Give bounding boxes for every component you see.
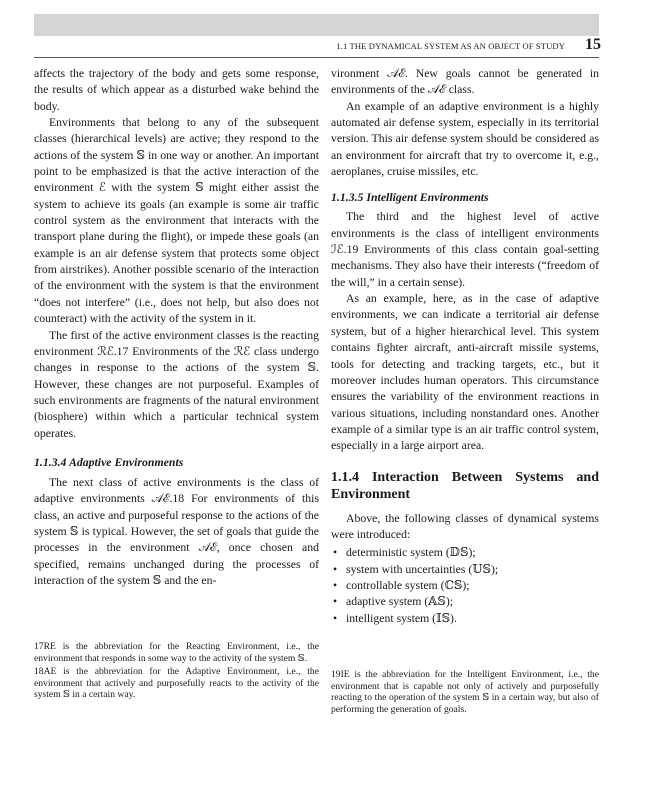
footnote-19: 19IE is the abbreviation for the Intelligent Environment, i.e., the environment that is capable not only of actively and purposefully reacting to the operation of the system 𝕊 in a certain way, but also of performing the generation of goals. bbox=[331, 669, 599, 715]
paragraph: The third and the highest level of active environments is the class of intelligent environments ℐℰ.19 Environments of this class contain goal-setting mechanisms. They also have their interests (“freedom of the will,” in a certain sense). bbox=[331, 210, 599, 289]
footnote-17: 17RE is the abbreviation for the Reacting Environment, i.e., the environment that responds in some way to the activity of the system 𝕊. bbox=[34, 641, 319, 664]
footnote-18: 18AE is the abbreviation for the Adaptive Environment, i.e., the environment that actively and purposefully reacts to the activity of the system 𝕊 in a certain way. bbox=[34, 666, 319, 700]
paragraph: Above, the following classes of dynamical systems were introduced: bbox=[331, 511, 599, 541]
list-item: • adaptive system (𝔸𝕊); bbox=[331, 594, 599, 610]
list-item: • intelligent system (𝕀𝕊). bbox=[331, 611, 599, 627]
footnotes-right bbox=[331, 669, 599, 717]
footnotes-left bbox=[34, 641, 319, 703]
list-item: • deterministic system (𝔻𝕊); bbox=[331, 545, 599, 561]
header-rule bbox=[34, 57, 599, 58]
left-column bbox=[34, 66, 319, 589]
paragraph: The first of the active environment classes is the reacting environment ℛℰ.17 Environments of the ℛℰ class undergo changes in response to the actions of the system 𝕊. However, these changes are not purposeful. Examples of such environments are fragments of the natural environment (biosphere) within which a particular technical system operates. bbox=[34, 328, 319, 440]
page-number: 15 bbox=[585, 36, 601, 53]
section-title-intelligent: 1.1.3.5 Intelligent Environments bbox=[331, 190, 489, 205]
system-class-list bbox=[331, 545, 599, 627]
paragraph: Environments that belong to any of the subsequent classes (hierarchical levels) are active; they respond to the actions of the system 𝕊 in one way or another. An important point to be emphasized is that the active interaction of the environment ℰ with the system 𝕊 might either assist the system to achieve its goals (an example is some air traffic control system as the environment that interacts with the transport plane during the flight), or impede these goals (an example is an air defense system that protects some object from airstrikes). Another possible scenario of the interaction of the environment with the system is that the environment “does not interfere” (i.e., does not help, but also does not counteract) with the activity of the system in it. bbox=[34, 116, 319, 326]
header-bar bbox=[34, 14, 599, 36]
list-item: • controllable system (ℂ𝕊); bbox=[331, 578, 599, 594]
list-item: • system with uncertainties (𝕌𝕊); bbox=[331, 562, 599, 578]
subsection-title: 1.1.4 Interaction Between Systems and Environment bbox=[331, 469, 599, 502]
paragraph: The next class of active environments is the class of adaptive environments 𝒜ℰ.18 For environments of this class, an active and purposeful response to the actions of the system 𝕊 is typical. However, the set of goals that guide the processes in the environment 𝒜ℰ, once chosen and specified, remains unchanged during the processes of interaction of the system 𝕊 and the en- bbox=[34, 475, 319, 587]
section-title-adaptive: 1.1.3.4 Adaptive Environments bbox=[34, 454, 184, 469]
running-title: 1.1 THE DYNAMICAL SYSTEM AS AN OBJECT OF STUDY bbox=[336, 41, 565, 51]
paragraph: vironment 𝒜ℰ. New goals cannot be generated in environments of the 𝒜ℰ class. bbox=[331, 67, 599, 97]
paragraph: affects the trajectory of the body and gets some response, the results of which appear as a disturbed wake behind the body. bbox=[34, 67, 319, 113]
paragraph: As an example, here, as in the case of adaptive environments, we can indicate a territorial air defense system, but of a higher hierarchical level. This system contains fighter aircraft, anti-aircraft missile systems, tools for detecting and tracking targets, etc., but it moreover includes human operators. This circumstance ensures the variability of the environment reactions in various situations, including nonstandard ones. Another example of a similar type is an air traffic control system, especially in a large airport area. bbox=[331, 292, 599, 453]
paragraph: An example of an adaptive environment is a highly automated air defense system, especially in its territorial version. This air defense system should be considered as an environment for aircraft that try to overcome it, e.g., aeroplanes, cruise missiles, etc. bbox=[331, 99, 599, 179]
right-column bbox=[331, 66, 599, 627]
